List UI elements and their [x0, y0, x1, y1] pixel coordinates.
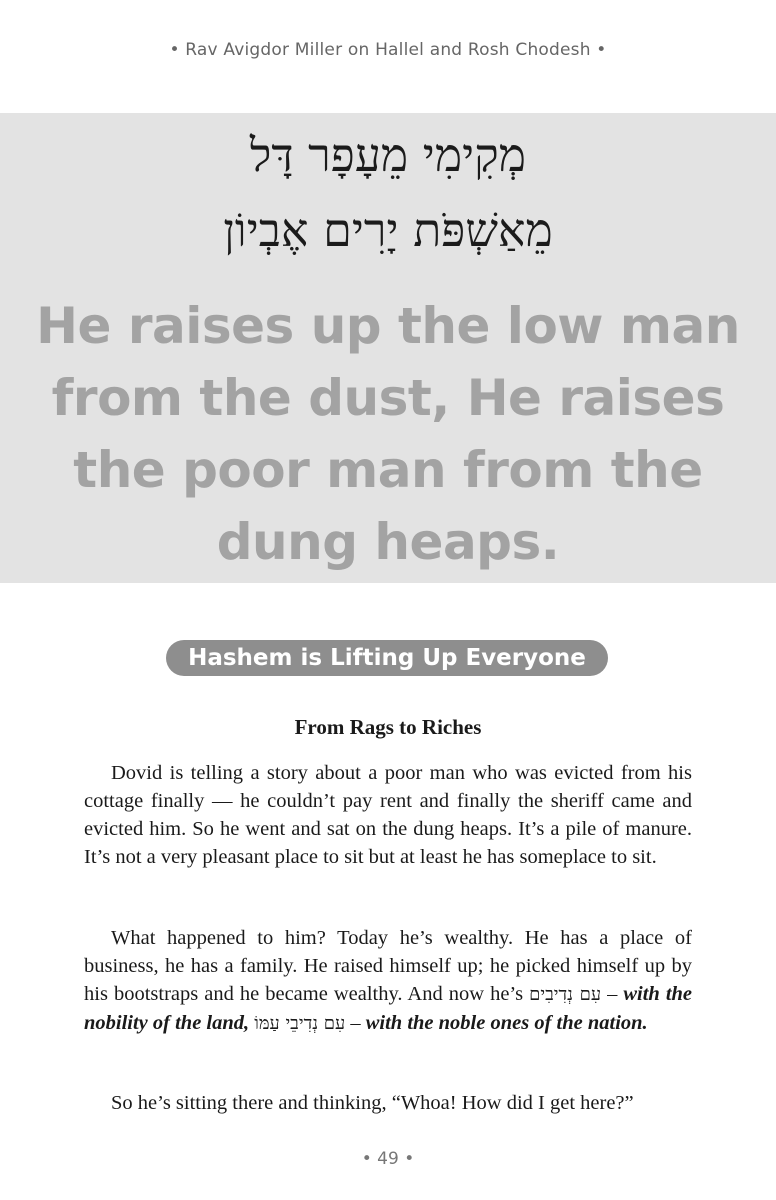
dash-1: – [601, 983, 624, 1005]
hebrew-inline-2: עִם נְדִיבֵי עַמּוֹ [254, 1013, 346, 1034]
subheading: From Rags to Riches [294, 715, 482, 739]
section-title-pill: Hashem is Lifting Up Everyone [166, 640, 608, 676]
page-number: • 49 • [361, 1149, 415, 1169]
body-paragraph-1 [84, 759, 692, 871]
italic-gloss-2: with the noble ones of the nation. [365, 1012, 648, 1034]
running-header: • Rav Avigdor Miller on Hallel and Rosh Chodesh • [169, 40, 607, 60]
dash-2: – [345, 1012, 366, 1034]
italic-gloss-1: with the nobility of the land, [84, 983, 693, 1034]
hebrew-verse-line-2: מֵאַשְׁפֹּת יָרִים אֶבְיוֹן [223, 203, 553, 257]
verse-translation: He raises up the low man from the dust, He raises the poor man from the dung heaps. [36, 297, 740, 571]
paragraph-1-text: Dovid is telling a story about a poor man who was evicted from his cottage finally — he couldn’t pay rent and finally the sheriff came and evicted him. So he went and sat on the dung heaps. It’s a pile of manure. It’s not a very pleasant place to sit but at least he has someplace to sit. [84, 762, 692, 868]
hebrew-inline-1: עִם נְדִיבִים [529, 984, 602, 1005]
paragraph-2-text: What happened to him? Today he’s wealthy. He has a place of business, he has a family. He raised himself up; he picked himself up by his bootstraps and he became wealthy. And now he’s [84, 927, 692, 1005]
body-paragraph-3 [84, 1089, 692, 1117]
paragraph-3-text: So he’s sitting there and thinking, “Whoa! How did I get here?” [111, 1092, 634, 1114]
body-paragraph-2 [84, 924, 692, 1038]
hebrew-verse-line-1: מְקִימִי מֵעָפָר דָּל [249, 128, 527, 182]
